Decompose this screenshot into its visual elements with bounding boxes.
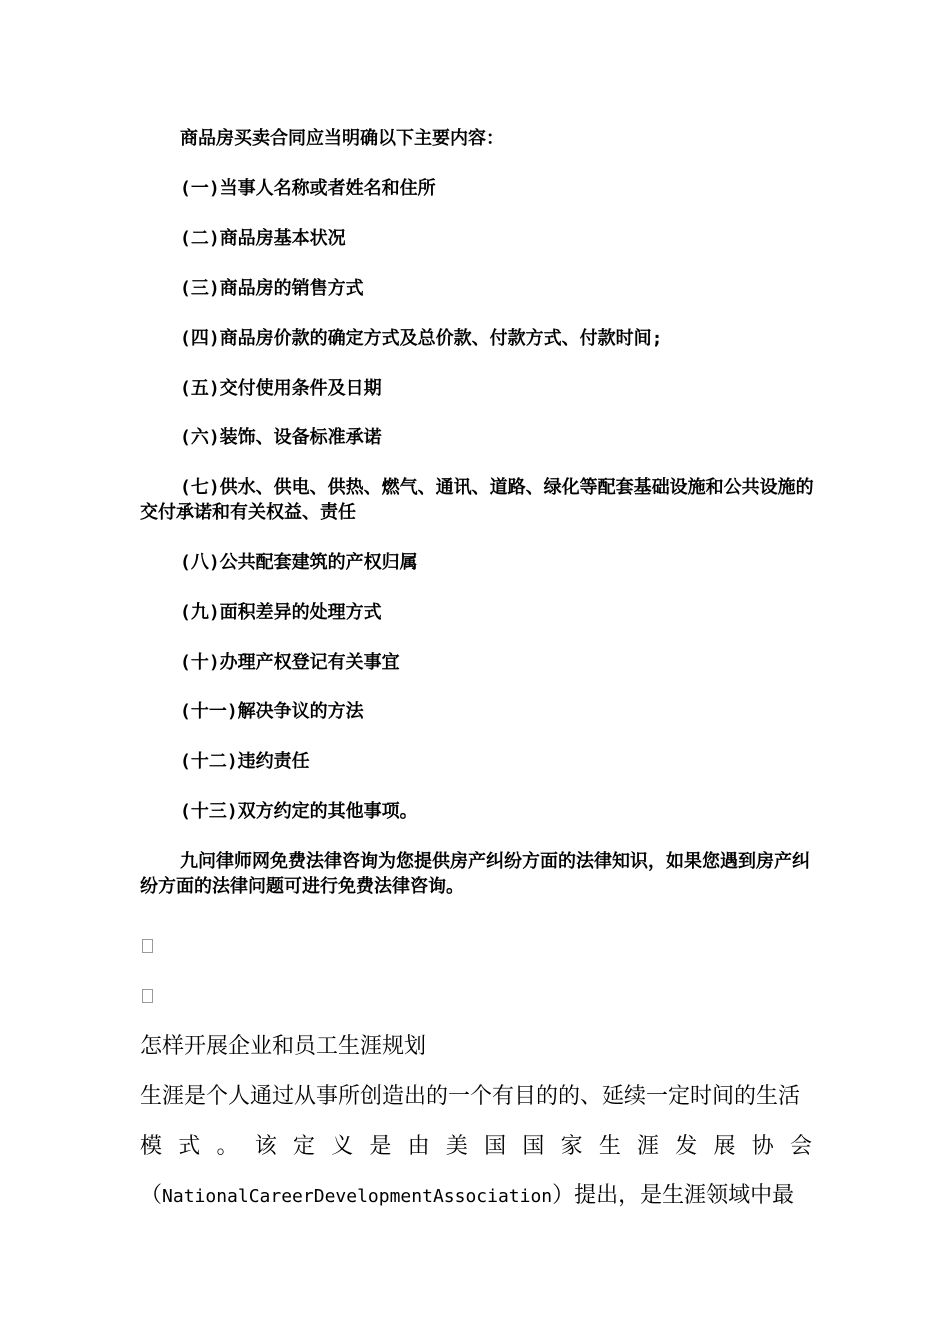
char: 会 bbox=[789, 1134, 812, 1159]
char: 由 bbox=[407, 1134, 430, 1159]
contract-item-7 bbox=[140, 475, 820, 525]
char: 家 bbox=[560, 1134, 583, 1159]
contract-item-6: (六)装饰、设备标准承诺 bbox=[180, 427, 382, 448]
article-line-1: 生涯是个人通过从事所创造出的一个有目的的、延续一定时间的生活 bbox=[140, 1084, 801, 1109]
char: 模 bbox=[140, 1134, 163, 1159]
contract-item-13: (十三)双方约定的其他事项。 bbox=[180, 801, 418, 822]
article-line-2 bbox=[140, 1132, 812, 1162]
organization-name: NationalCareerDevelopmentAssociation bbox=[162, 1186, 553, 1207]
missing-glyph-icon bbox=[142, 939, 153, 953]
contract-item-8: (八)公共配套建筑的产权归属 bbox=[180, 552, 418, 573]
open-paren: （ bbox=[140, 1183, 163, 1208]
char: 是 bbox=[369, 1134, 392, 1159]
char: 定 bbox=[292, 1134, 315, 1159]
article-title: 怎样开展企业和员工生涯规划 bbox=[140, 1034, 427, 1059]
char: 展 bbox=[713, 1134, 736, 1159]
contract-item-5: (五)交付使用条件及日期 bbox=[180, 378, 382, 399]
contract-item-1: (一)当事人名称或者姓名和住所 bbox=[180, 178, 436, 199]
contract-item-11: (十一)解决争议的方法 bbox=[180, 701, 364, 722]
contract-item-12: (十二)违约责任 bbox=[180, 751, 310, 772]
contract-closing-text: 九问律师网免费法律咨询为您提供房产纠纷方面的法律知识，如果您遇到房产纠纷方面的法律问题可进行免费法律咨询。 bbox=[140, 851, 810, 897]
contract-item-7-text: (七)供水、供电、供热、燃气、通讯、道路、绿化等配套基础设施和公共设施的交付承诺和有关权益、责任 bbox=[140, 477, 814, 523]
missing-glyph-icon bbox=[142, 989, 153, 1003]
char: 。 bbox=[216, 1134, 239, 1159]
char: 该 bbox=[254, 1134, 277, 1159]
contract-item-4: (四)商品房价款的确定方式及总价款、付款方式、付款时间; bbox=[180, 328, 663, 349]
contract-item-10: (十)办理产权登记有关事宜 bbox=[180, 652, 400, 673]
char: 生 bbox=[598, 1134, 621, 1159]
char: 涯 bbox=[637, 1134, 660, 1159]
char: 式 bbox=[178, 1134, 201, 1159]
article-line-3 bbox=[140, 1181, 812, 1212]
char: 国 bbox=[522, 1134, 545, 1159]
char: 协 bbox=[751, 1134, 774, 1159]
char: 义 bbox=[331, 1134, 354, 1159]
contract-item-9: (九)面积差异的处理方式 bbox=[180, 602, 382, 623]
contract-intro: 商品房买卖合同应当明确以下主要内容： bbox=[180, 128, 504, 149]
char: 美 bbox=[445, 1134, 468, 1159]
contract-item-2: (二)商品房基本状况 bbox=[180, 228, 346, 249]
contract-closing bbox=[140, 849, 820, 899]
char: 国 bbox=[484, 1134, 507, 1159]
article-line-3-rest: ）提出，是生涯领域中最 bbox=[552, 1183, 795, 1208]
contract-item-3: (三)商品房的销售方式 bbox=[180, 278, 364, 299]
char: 发 bbox=[675, 1134, 698, 1159]
